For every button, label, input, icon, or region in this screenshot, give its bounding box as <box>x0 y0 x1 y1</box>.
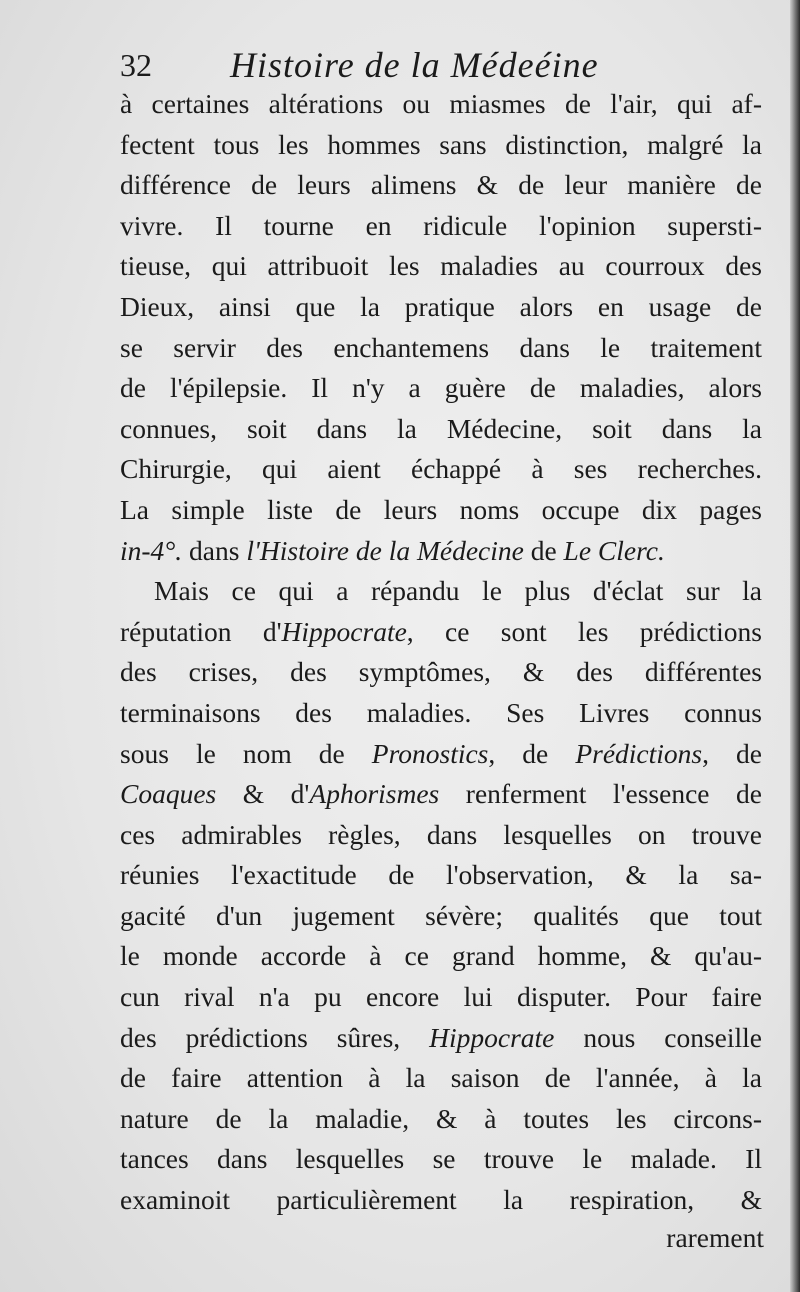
page-number: 32 <box>120 47 152 83</box>
text-run: , de <box>702 737 762 769</box>
text-line: différence de leurs alimens & de leur manière de <box>120 169 762 201</box>
italic-term: in-4°. <box>120 534 183 566</box>
page-edge-shadow <box>790 0 800 1292</box>
italic-author-name: Le Clerc. <box>563 534 665 566</box>
text-line: Dieux, ainsi que la pratique alors en usage de <box>120 290 762 322</box>
page-header <box>120 40 760 90</box>
text-line: tances dans lesquelles se trouve le malade. Il <box>120 1143 762 1175</box>
text-run: renferment l'essence de <box>439 778 762 810</box>
text-line: examinoit particulièrement la respiration, & <box>120 1184 762 1216</box>
text-run: de <box>523 534 564 566</box>
text-line: des crises, des symptômes, & des différentes <box>120 656 762 688</box>
text-run: dans <box>182 534 247 566</box>
text-run: des prédictions sûres, <box>120 1021 430 1053</box>
text-line: connues, soit dans la Médecine, soit dans la <box>120 412 762 444</box>
text-line: à certaines altérations ou miasmes de l'air, qui af- <box>120 88 762 119</box>
body-text <box>120 84 762 1221</box>
text-line: vivre. Il tourne en ridicule l'opinion supersti- <box>120 209 762 241</box>
italic-name: Hippocrate <box>429 1021 555 1053</box>
text-line: cun rival n'a pu encore lui disputer. Pour faire <box>120 981 762 1013</box>
text-line: le monde accorde à ce grand homme, & qu'au- <box>120 940 762 972</box>
italic-book-title: l'Histoire de la Médecine <box>246 534 524 566</box>
text-line: La simple liste de leurs noms occupe dix pages <box>120 493 762 525</box>
text-line <box>120 774 762 815</box>
text-line <box>120 612 762 653</box>
text-line: gacité d'un jugement sévère; qualités que tout <box>120 899 762 931</box>
text-line: de faire attention à la saison de l'année, à la <box>120 1062 762 1094</box>
italic-book-title: Pronostics <box>371 737 489 769</box>
text-run: sous le nom de <box>120 737 372 769</box>
text-line: réunies l'exactitude de l'observation, & la sa- <box>120 859 762 891</box>
catchword: rarement <box>666 1222 764 1253</box>
italic-book-title: Prédictions <box>575 737 703 769</box>
running-title: Histoire de la Médeéine <box>230 45 599 85</box>
text-line: Chirurgie, qui aient échappé à ses recherches. <box>120 453 762 485</box>
text-line: nature de la maladie, & à toutes les circons- <box>120 1102 762 1134</box>
text-line: de l'épilepsie. Il n'y a guère de maladies, alors <box>120 372 762 404</box>
text-line: fectent tous les hommes sans distinction, malgré la <box>120 128 762 160</box>
text-run: nous conseille <box>554 1021 762 1053</box>
italic-book-title: Coaques <box>120 778 217 810</box>
paragraph-start-line: Mais ce qui a répandu le plus d'éclat sur la <box>154 575 762 607</box>
text-line <box>120 734 762 775</box>
italic-book-title: Aphorismes <box>309 778 440 810</box>
text-run: , de <box>488 737 576 769</box>
text-line: ces admirables règles, dans lesquelles on trouve <box>120 818 762 850</box>
text-line: se servir des enchantemens dans le traitement <box>120 331 762 363</box>
text-line <box>120 531 762 572</box>
text-line: tieuse, qui attribuoit les maladies au courroux des <box>120 250 762 282</box>
text-line <box>120 1018 762 1059</box>
text-run: réputation d' <box>120 615 282 647</box>
text-run: , ce sont les prédictions <box>406 615 762 647</box>
text-run: & d' <box>216 778 310 810</box>
italic-name: Hippocrate <box>281 615 407 647</box>
text-line: terminaisons des maladies. Ses Livres connus <box>120 696 762 728</box>
